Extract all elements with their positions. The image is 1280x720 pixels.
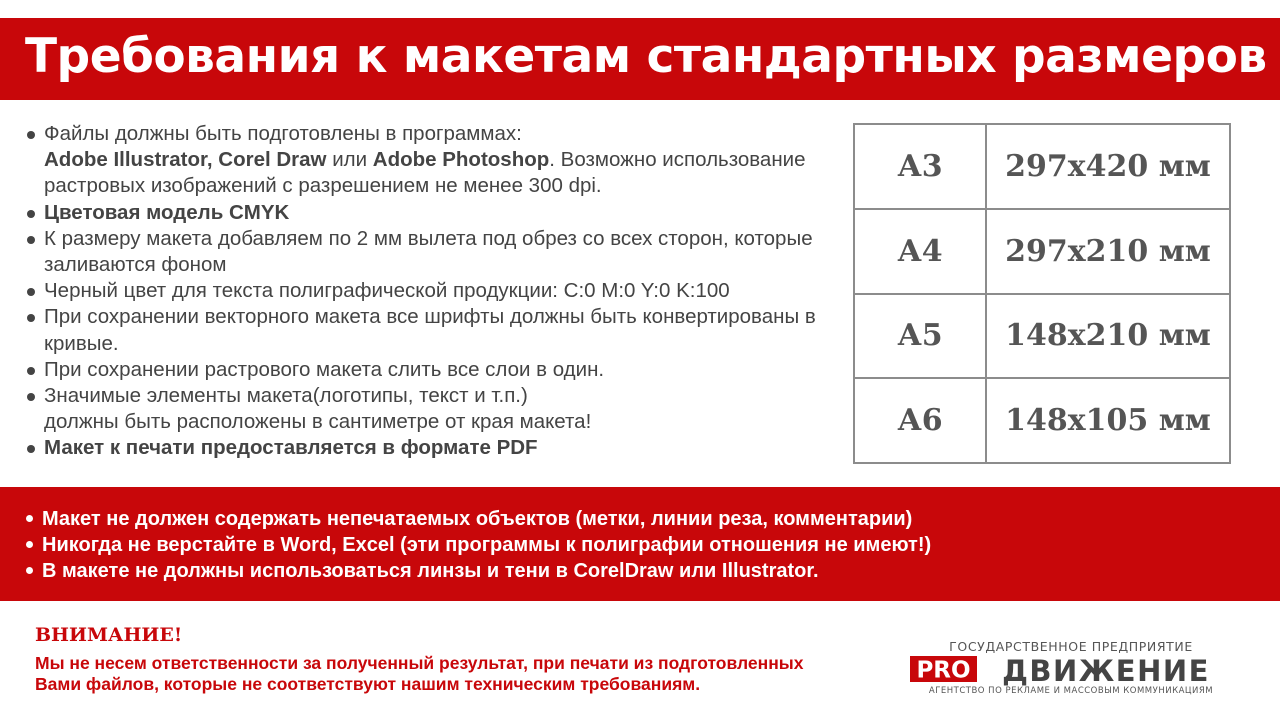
table-row — [854, 378, 1230, 463]
app-name: Adobe Photoshop — [372, 148, 550, 172]
title-banner — [0, 18, 1280, 100]
format-cell: А6 — [854, 378, 986, 463]
format-cell: А5 — [854, 294, 986, 379]
sizes-table — [853, 123, 1231, 464]
list-item-text: Файлы должны быть подготовлены в программах: — [44, 122, 522, 145]
table-row — [854, 294, 1230, 379]
logo-top-text: ГОСУДАРСТВЕННОЕ ПРЕДПРИЯТИЕ — [949, 639, 1193, 654]
list-item: Черный цвет для текста полиграфической продукции: C:0 M:0 Y:0 K:100 — [26, 278, 836, 304]
app-names: Adobe Illustrator, Corel Draw — [44, 148, 327, 172]
requirements-list — [26, 121, 836, 462]
table-row — [854, 209, 1230, 294]
list-item-text: . Возможно использование растровых изображений с разрешением не менее 300 dpi. — [44, 148, 806, 198]
table-row — [854, 124, 1230, 209]
notice-band — [0, 487, 1280, 601]
dimensions-cell: 148х105 мм — [986, 378, 1230, 463]
warning-line: Вами файлов, которые не соответствуют нашим техническим требованиям. — [35, 674, 701, 694]
notice-item: Макет не должен содержать непечатаемых объектов (метки, линии реза, комментарии) — [24, 506, 931, 532]
logo-name-text: ДВИЖЕНИЕ — [1002, 654, 1210, 688]
dimensions-cell: 297х420 мм — [986, 124, 1230, 209]
list-item — [26, 121, 836, 200]
warning-text — [35, 653, 865, 695]
dimensions-cell: 297х210 мм — [986, 209, 1230, 294]
list-item — [26, 383, 836, 435]
format-cell: А3 — [854, 124, 986, 209]
list-item: При сохранении векторного макета все шрифты должны быть конвертированы в кривые. — [26, 304, 836, 356]
notice-list — [24, 506, 931, 584]
list-item: Цветовая модель CMYK — [26, 200, 836, 226]
notice-item: В макете не должны использоваться линзы и тени в CorelDraw или Illustrator. — [24, 558, 931, 584]
list-item-text: должны быть расположены в сантиметре от края макета! — [44, 410, 592, 434]
warning-line: Мы не несем ответственности за полученный результат, при печати из подготовленных — [35, 653, 804, 673]
dimensions-cell: 148х210 мм — [986, 294, 1230, 379]
notice-item: Никогда не верстайте в Word, Excel (эти программы к полиграфии отношения не имеют!) — [24, 532, 931, 558]
list-item: При сохранении растрового макета слить все слои в один. — [26, 357, 836, 383]
logo-pro-text: PRO — [916, 657, 971, 684]
list-item: К размеру макета добавляем по 2 мм вылета под обрез со всех сторон, которые заливаются фоном — [26, 226, 836, 278]
page-title: Требования к макетам стандартных размеров — [25, 29, 1267, 84]
list-item: Макет к печати предоставляется в формате PDF — [26, 435, 836, 461]
format-cell: А4 — [854, 209, 986, 294]
company-logo — [910, 638, 1232, 696]
list-item-text: или — [326, 148, 373, 172]
warning-title: ВНИМАНИЕ! — [35, 624, 183, 646]
logo-sub-text: АГЕНТСТВО ПО РЕКЛАМЕ И МАССОВЫМ КОММУНИКАЦИЯМ — [928, 686, 1214, 696]
list-item-text: Значимые элементы макета(логотипы, текст и т.п.) — [44, 384, 528, 408]
